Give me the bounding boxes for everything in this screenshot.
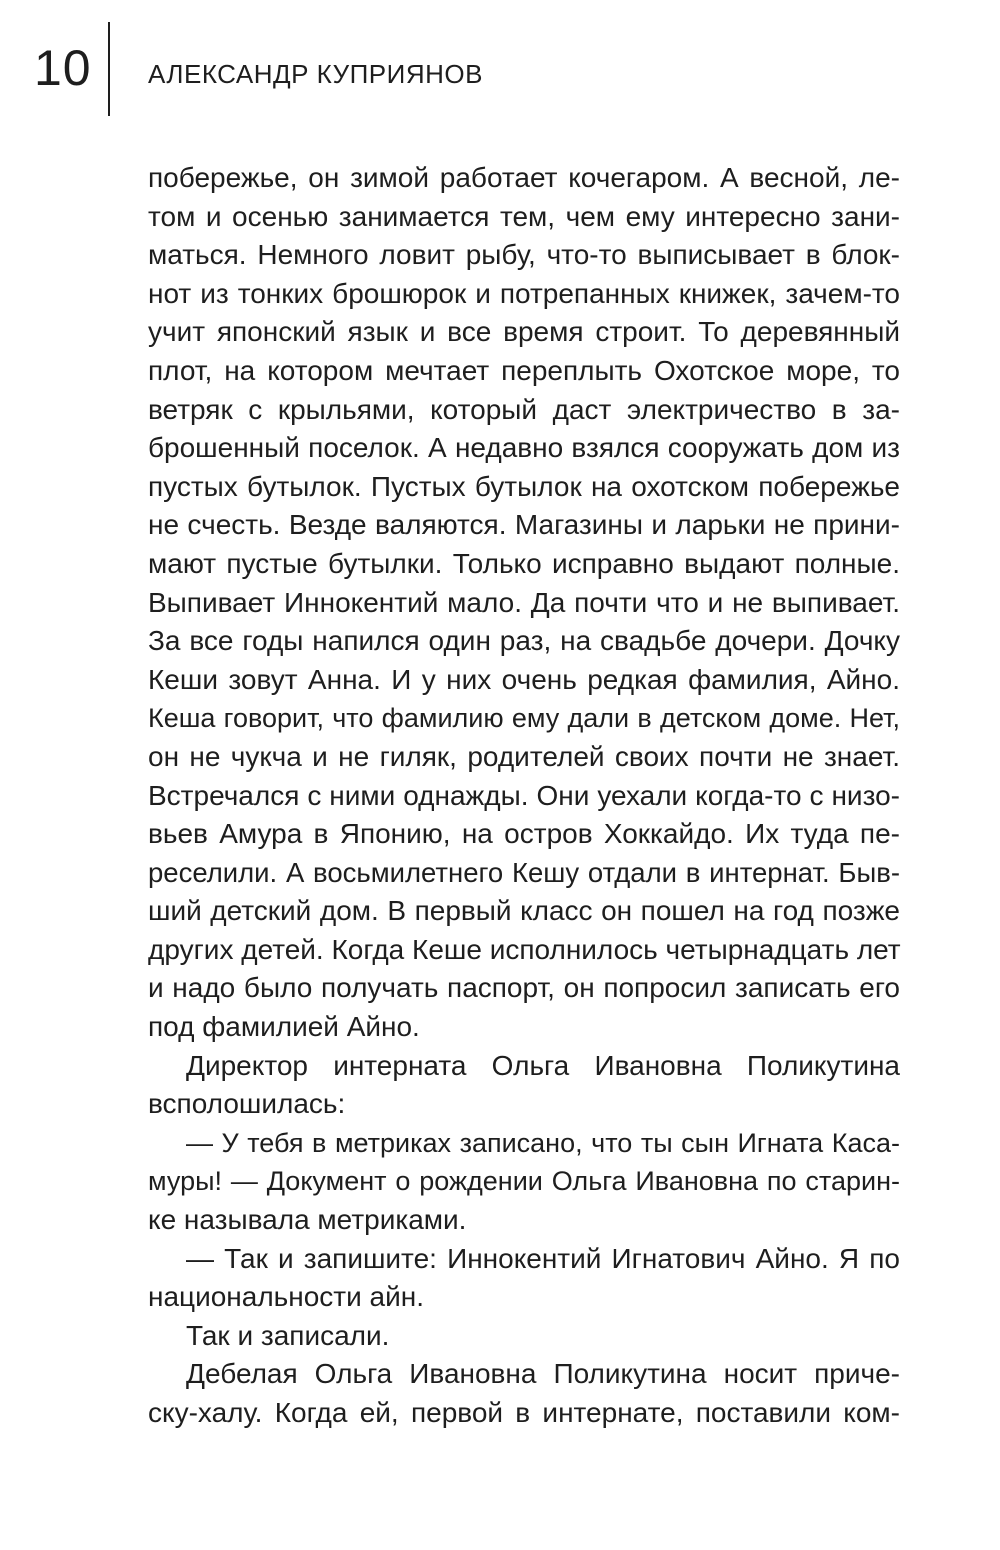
text-line: вьев Амура в Японию, на остров Хоккайдо. Их туда пе- (148, 818, 900, 850)
text-line: он не чукча и не гиляк, родителей своих почти не знает. (148, 740, 900, 772)
text-line: том и осенью занимается тем, чем ему интересно зани- (148, 200, 900, 232)
text-line: и надо было получать паспорт, он попросил записать его (148, 972, 900, 1004)
text-line: Так и записали. (186, 1319, 390, 1351)
text-line: Кеша говорит, что фамилию ему дали в детском доме. Нет, (148, 703, 900, 734)
page-number: 10 (34, 40, 92, 96)
text-line: Встречался с ними однажды. Они уехали когда-то с низо- (148, 779, 900, 811)
text-line: учит японский язык и все время строит. То деревянный (148, 316, 900, 348)
text-line: — У тебя в метриках записано, что ты сын Игната Каса- (186, 1127, 900, 1158)
text-line: маться. Немного ловит рыбу, что-то выписывает в блок- (148, 239, 900, 271)
text-line: ке называла метриками. (148, 1204, 467, 1236)
text-line: ветряк с крыльями, который даст электричество в за- (148, 393, 900, 425)
text-line: национальности айн. (148, 1281, 424, 1313)
text-line: Выпивает Иннокентий мало. Да почти что и не выпивает. (148, 586, 900, 618)
text-line: под фамилией Айно. (148, 1011, 420, 1043)
text-line: нот из тонких брошюрок и потрепанных книжек, зачем-то (148, 277, 900, 309)
text-line: плот, на котором мечтает переплыть Охотское море, то (148, 354, 900, 386)
text-line: Кеши зовут Анна. И у них очень редкая фамилия, Айно. (148, 663, 900, 695)
text-line: брошенный поселок. А недавно взялся сооружать дом из (148, 432, 900, 464)
text-line: За все годы напился один раз, на свадьбе дочери. Дочку (148, 625, 900, 657)
header-divider (108, 22, 110, 116)
text-line: — Так и запишите: Иннокентий Игнатович Айно. Я по (186, 1242, 900, 1274)
text-line: ску-халу. Когда ей, первой в интернате, поставили ком- (148, 1397, 900, 1428)
text-line: Директор интерната Ольга Ивановна Поликутина (186, 1049, 900, 1081)
text-line: всполошилась: (148, 1088, 346, 1120)
text-line: реселили. А восьмилетнего Кешу отдали в интернат. Быв- (148, 856, 900, 888)
text-line: других детей. Когда Кеше исполнилось четырнадцать лет (148, 933, 901, 965)
text-line: побережье, он зимой работает кочегаром. А весной, ле- (148, 162, 900, 193)
text-line: муры! — Документ о рождении Ольга Ивановна по старин- (148, 1166, 900, 1197)
text-line: не счесть. Везде валяются. Магазины и ларьки не прини- (148, 509, 900, 541)
text-line: мают пустые бутылки. Только исправно выдают полные. (148, 547, 900, 579)
author-name: АЛЕКСАНДР КУПРИЯНОВ (148, 59, 483, 89)
text-line: Дебелая Ольга Ивановна Поликутина носит приче- (186, 1358, 900, 1390)
text-line: пустых бутылок. Пустых бутылок на охотском побережье (148, 470, 900, 502)
text-line: ший детский дом. В первый класс он пошел на год позже (148, 895, 900, 927)
body-text (148, 159, 900, 1433)
running-head (0, 0, 1000, 130)
